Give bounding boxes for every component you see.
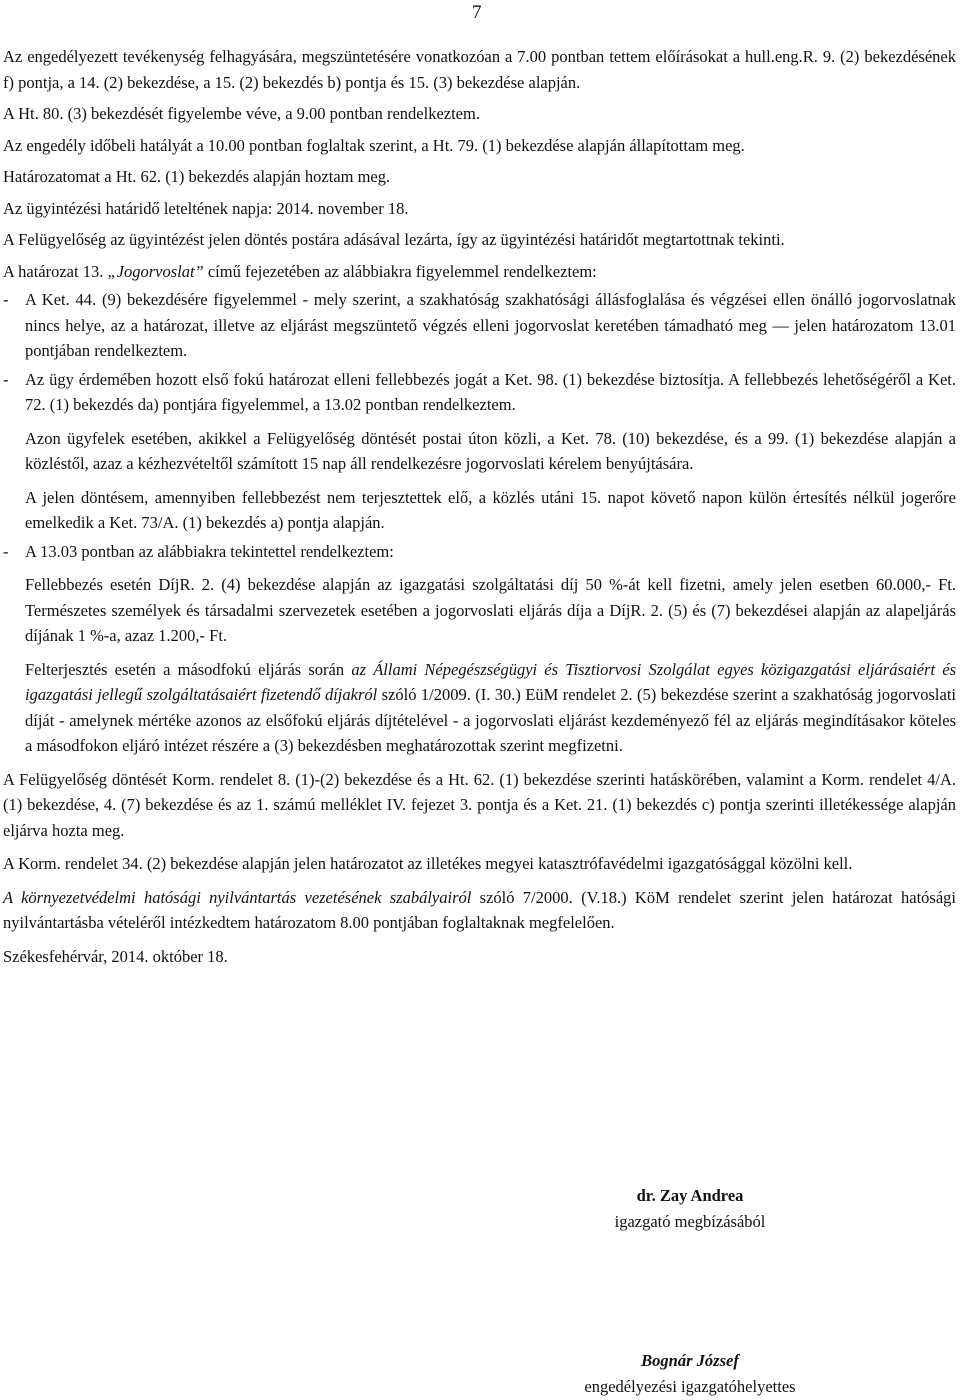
paragraph-korm-34: A Korm. rendelet 34. (2) bekezdése alapján jelen határozatot az illetékes megyei katasztrófavédelmi igazgatósággal közölni kell. bbox=[3, 854, 853, 873]
paragraph-felterjesztes: Felterjesztés esetén a másodfokú eljárás során az Állami Népegészségügyi és Tisztiorvosi Szolgálat egyes közigazgatási eljárásaiért és igazgatási jellegű szolgáltatásaiért fizetendő díjakról szóló 1/2009. (I. 30.) EüM rendelet 2. (5) bekezdése szerint a szakhatóság jogorvoslati díját - amelynek mértéke azonos az elsőfokú eljárás díjtételével - a jogorvoslati eljárást kezdeményező fél az eljárás megindításakor köteles a másodfokon eljáró intézet részére a (3) bekezdésben meghatározottak szerint megfizetni. bbox=[25, 659, 956, 755]
paragraph-lezarta: A Felügyelőség az ügyintézést jelen döntés postára adásával lezárta, így az ügyintézési határidőt megtartottnak tekinti. bbox=[3, 230, 785, 249]
place-date: Székesfehérvár, 2014. október 18. bbox=[3, 946, 228, 966]
list-item-fellebbezes: - Az ügy érdemében hozott első fokú határozat elleni fellebbezés jogát a Ket. 98. (1) bekezdése biztosítja. A fellebbezés lehetőségéről a Ket. 72. (1) bekezdés da) pontjára figyelemmel, a 13.02 pontban rendelkeztem. bbox=[3, 369, 956, 414]
paragraph-jogero: A jelen döntésem, amennyiben fellebbezést nem terjesztettek elő, a közlés utáni 15. napot követő napon külön értesítés nélkül jogerőre emelkedik a Ket. 73/A. (1) bekezdés a) pontja alapján. bbox=[25, 487, 956, 532]
page-number: 7 bbox=[472, 2, 482, 23]
document-body bbox=[3, 44, 956, 969]
paragraph-nyilvantartas: A környezetvédelmi hatósági nyilvántartás vezetésének szabályairól szóló 7/2000. (V.18.) KöM rendelet szerint jelen határozat hatósági nyilvántartásba vételéről intézkedtem határozatom 8.00 pontjában foglaltaknak megfelelően. bbox=[3, 887, 956, 932]
signature-name: Bognár József bbox=[641, 1351, 739, 1370]
signature-block-deputy bbox=[556, 1348, 824, 1400]
signature-role: igazgató megbízásából bbox=[614, 1212, 766, 1231]
list-item-13-03: - A 13.03 pontban az alábbiakra tekintettel rendelkeztem: bbox=[3, 541, 394, 561]
paragraph-hataskor: A Felügyelőség döntését Korm. rendelet 8. (1)-(2) bekezdése és a Ht. 62. (1) bekezdése szerinti hatáskörében, valamint a Korm. rendelet 4/A. (1) bekezdése, 4. (7) bekezdése és az 1. számú melléklet IV. fejezet 3. pontja és a Ket. 21. (1) bekezdés c) pontja szerinti illetékessége alapján eljárva hozta meg. bbox=[3, 769, 956, 840]
signature-role: engedélyezési igazgatóhelyettes bbox=[584, 1377, 796, 1396]
signature-block-director bbox=[560, 1183, 820, 1235]
paragraph-hatarido: Az ügyintézési határidő leteltének napja: 2014. november 18. bbox=[3, 198, 409, 218]
paragraph-dijr: Fellebbezés esetén DíjR. 2. (4) bekezdése alapján az igazgatási szolgáltatási díj 50 %-át kell fizetni, amely jelen esetben 60.000,- Ft. Természetes személyek és társadalmi szervezetek esetében a jogorvoslati eljárás díja a DíjR. 2. (5) és (7) bekezdései alapján az alapeljárás díjának 1 %-a, azaz 1.200,- Ft. bbox=[25, 575, 956, 645]
signature-name: dr. Zay Andrea bbox=[636, 1186, 744, 1205]
paragraph-ht-80: A Ht. 80. (3) bekezdését figyelembe véve, a 9.00 pontban rendelkeztem. bbox=[3, 104, 480, 123]
paragraph-ht-62: Határozatomat a Ht. 62. (1) bekezdés alapján hoztam meg. bbox=[3, 167, 391, 186]
paragraph-hatály: Az engedély időbeli hatályát a 10.00 pontban foglaltak szerint, a Ht. 79. (1) bekezdése alapján állapítottam meg. bbox=[3, 135, 745, 155]
paragraph-postai-kozles: Azon ügyfelek esetében, akikkel a Felügyelőség döntését postai úton közli, a Ket. 78. (10) bekezdése, és a 99. (1) bekezdése alapján a közléstől, azaz a kézhezvételtől számított 15 nap áll rendelkezésre jogorvoslati kérelem benyújtására. bbox=[25, 428, 956, 473]
paragraph-jogorvoslat-intro: A határozat 13. „Jogorvoslat” című fejezetében az alábbiakra figyelemmel rendelkeztem: bbox=[3, 261, 597, 281]
list-item-ket-44: - A Ket. 44. (9) bekezdésére figyelemmel - mely szerint, a szakhatóság szakhatósági állásfoglalása és végzései ellen önálló jogorvoslatnak nincs helye, az a határozat, illetve az eljárást megszüntető végzés elleni jogorvoslat keretében támadható meg ― jelen határozatom 13.01 pontjában rendelkeztem. bbox=[3, 290, 956, 360]
paragraph-megszuntetes: Az engedélyezett tevékenység felhagyására, megszüntetésére vonatkozóan a 7.00 pontban tettem előírásokat a hull.eng.R. 9. (2) bekezdésének f) pontja, a 14. (2) bekezdése, a 15. (2) bekezdés b) pontja és 15. (3) bekezdése alapján. bbox=[3, 47, 956, 92]
